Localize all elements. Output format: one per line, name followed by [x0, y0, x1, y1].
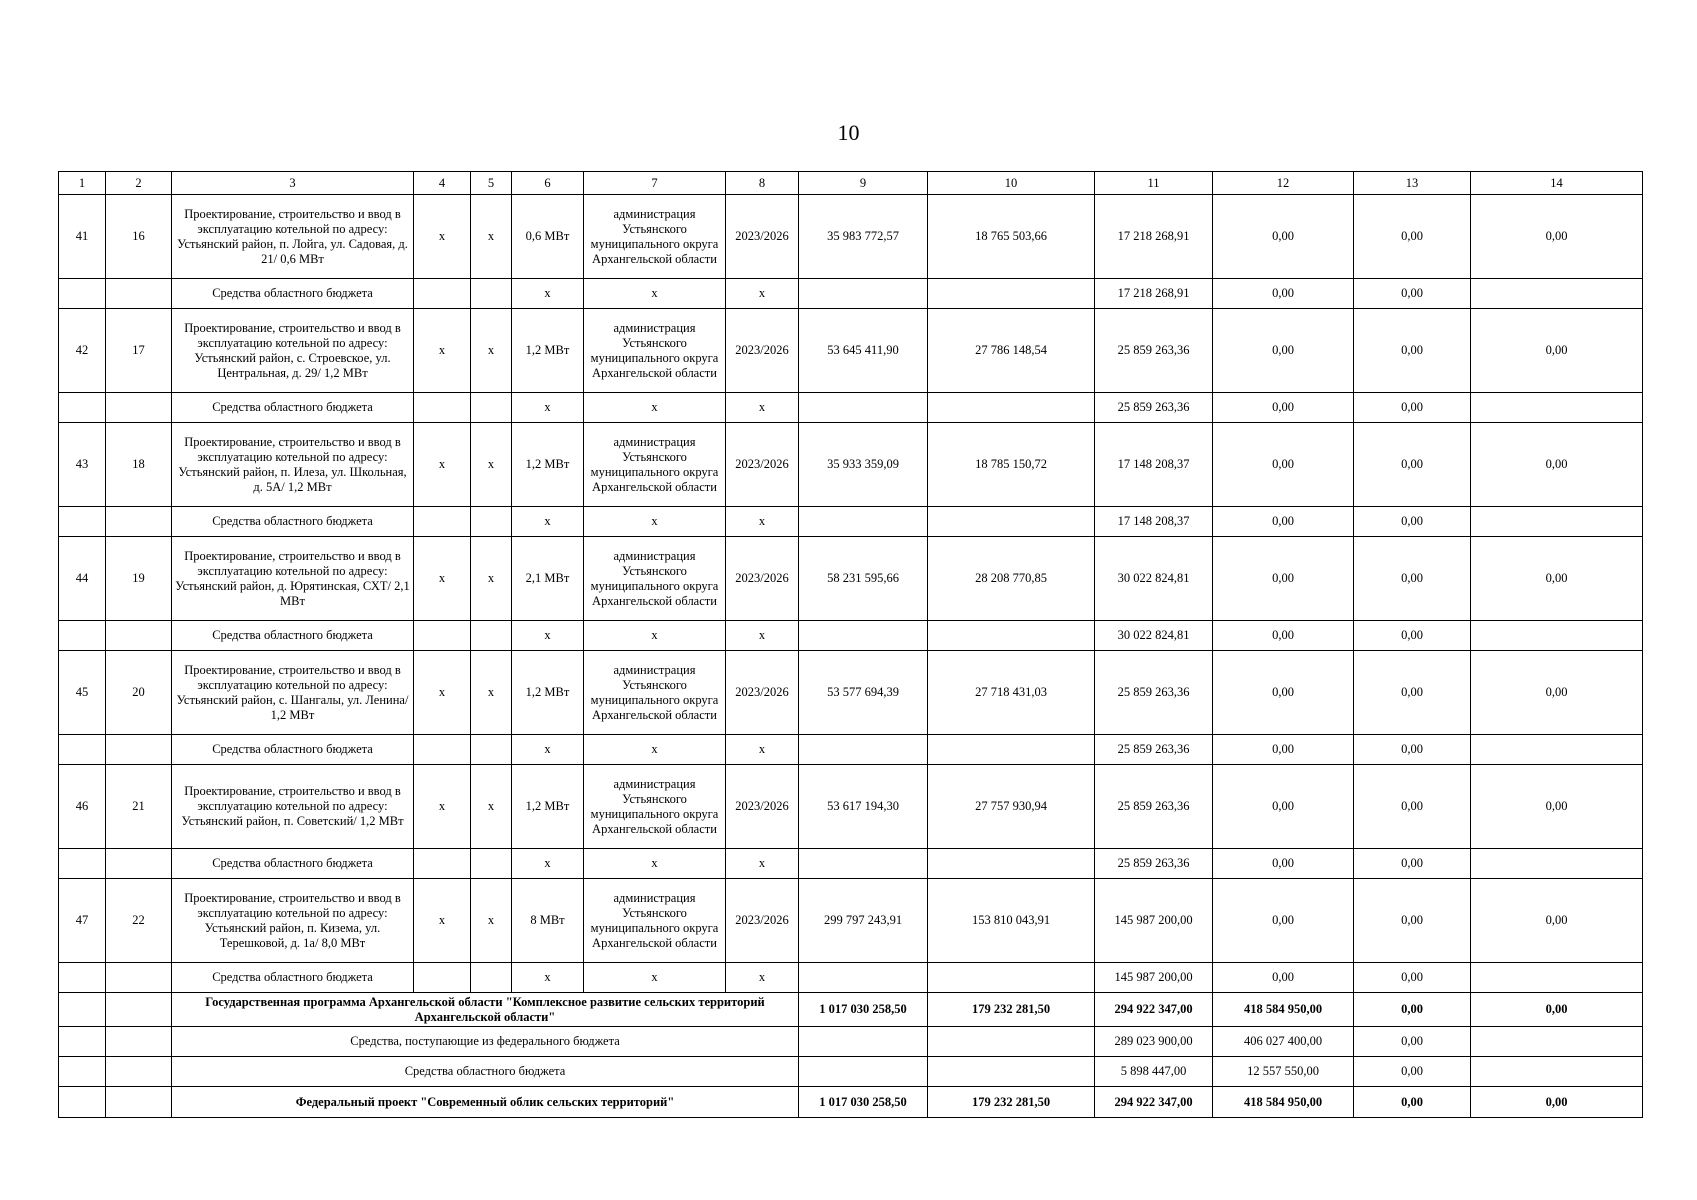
amount-col13: 0,00: [1354, 963, 1471, 993]
implementation-period: 2023/2026: [726, 537, 799, 621]
cell-col5: х: [471, 423, 512, 507]
empty-cell: [1471, 1057, 1643, 1087]
header-cell: 6: [512, 172, 584, 195]
cell-col5: х: [471, 765, 512, 849]
amount-col12: 0,00: [1213, 849, 1354, 879]
funding-source-label: Средства областного бюджета: [172, 393, 414, 423]
funding-source-label: Средства областного бюджета: [172, 735, 414, 765]
total-col12: 418 584 950,00: [1213, 1087, 1354, 1118]
empty-cell: [799, 849, 928, 879]
empty-cell: [59, 393, 106, 423]
empty-cell: [928, 963, 1095, 993]
amount-col13: 0,00: [1354, 651, 1471, 735]
empty-cell: [106, 735, 172, 765]
amount-col13: 0,00: [1354, 621, 1471, 651]
amount-col10: 153 810 043,91: [928, 879, 1095, 963]
empty-cell: [59, 1027, 106, 1057]
amount-col14: 0,00: [1471, 195, 1643, 279]
empty-cell: [471, 507, 512, 537]
empty-cell: [106, 1057, 172, 1087]
header-cell: 10: [928, 172, 1095, 195]
amount-col10: 18 765 503,66: [928, 195, 1095, 279]
table-row-regional-budget: [59, 279, 1643, 309]
implementation-period: 2023/2026: [726, 651, 799, 735]
row-number: 42: [59, 309, 106, 393]
row-number: 44: [59, 537, 106, 621]
total-col12: 418 584 950,00: [1213, 993, 1354, 1027]
table-row: [59, 195, 1643, 279]
empty-cell: [1471, 849, 1643, 879]
amount-col9: 299 797 243,91: [799, 879, 928, 963]
amount-col13: 0,00: [1354, 879, 1471, 963]
header-cell: 1: [59, 172, 106, 195]
header-cell: 11: [1095, 172, 1213, 195]
cell-col6: х: [512, 963, 584, 993]
empty-cell: [928, 507, 1095, 537]
header-row: [59, 172, 1643, 195]
empty-cell: [1471, 279, 1643, 309]
table-row: [59, 423, 1643, 507]
cell-col7: х: [584, 849, 726, 879]
funding-source-label: Средства областного бюджета: [172, 963, 414, 993]
header-cell: 2: [106, 172, 172, 195]
power-capacity: 1,2 МВт: [512, 651, 584, 735]
empty-cell: [414, 507, 471, 537]
cell-col4: х: [414, 879, 471, 963]
subrow-number: 21: [106, 765, 172, 849]
cell-col6: х: [512, 735, 584, 765]
amount-col12: 0,00: [1213, 195, 1354, 279]
amount-col13: 0,00: [1354, 1027, 1471, 1057]
responsible-organization: администрация Устьянского муниципального округа Архангельской области: [584, 537, 726, 621]
amount-col11: 17 218 268,91: [1095, 195, 1213, 279]
cell-col4: х: [414, 765, 471, 849]
cell-col8: х: [726, 507, 799, 537]
cell-col8: х: [726, 963, 799, 993]
amount-col13: 0,00: [1354, 537, 1471, 621]
responsible-organization: администрация Устьянского муниципального округа Архангельской области: [584, 651, 726, 735]
amount-col13: 0,00: [1354, 279, 1471, 309]
amount-col13: 0,00: [1354, 849, 1471, 879]
federal-funds-row: [59, 1027, 1643, 1057]
amount-col14: 0,00: [1471, 765, 1643, 849]
empty-cell: [106, 393, 172, 423]
project-description: Проектирование, строительство и ввод в эксплуатацию котельной по адресу: Устьянский район, п. Советский/ 1,2 МВт: [172, 765, 414, 849]
cell-col8: х: [726, 735, 799, 765]
amount-col11: 25 859 263,36: [1095, 735, 1213, 765]
table-row-regional-budget: [59, 393, 1643, 423]
table-row-regional-budget: [59, 507, 1643, 537]
empty-cell: [59, 735, 106, 765]
cell-col7: х: [584, 279, 726, 309]
amount-col13: 0,00: [1354, 1057, 1471, 1087]
empty-cell: [799, 1057, 928, 1087]
empty-cell: [799, 621, 928, 651]
power-capacity: 2,1 МВт: [512, 537, 584, 621]
empty-cell: [799, 1027, 928, 1057]
amount-col14: 0,00: [1471, 309, 1643, 393]
row-number: 45: [59, 651, 106, 735]
table-row-regional-budget: [59, 735, 1643, 765]
cell-col4: х: [414, 195, 471, 279]
empty-cell: [414, 963, 471, 993]
cell-col6: х: [512, 849, 584, 879]
amount-col11: 17 148 208,37: [1095, 423, 1213, 507]
empty-cell: [59, 507, 106, 537]
amount-col13: 0,00: [1354, 735, 1471, 765]
implementation-period: 2023/2026: [726, 879, 799, 963]
responsible-organization: администрация Устьянского муниципального округа Архангельской области: [584, 879, 726, 963]
empty-cell: [414, 735, 471, 765]
amount-col12: 0,00: [1213, 651, 1354, 735]
amount-col12: 0,00: [1213, 963, 1354, 993]
row-number: 43: [59, 423, 106, 507]
empty-cell: [1471, 963, 1643, 993]
table-row-regional-budget: [59, 621, 1643, 651]
empty-cell: [928, 279, 1095, 309]
project-description: Проектирование, строительство и ввод в эксплуатацию котельной по адресу: Устьянский район, п. Кизема, ул. Терешковой, д. 1а/ 8,0 МВт: [172, 879, 414, 963]
responsible-organization: администрация Устьянского муниципального округа Архангельской области: [584, 195, 726, 279]
project-description: Проектирование, строительство и ввод в эксплуатацию котельной по адресу: Устьянский район, п. Лойга, ул. Садовая, д. 21/ 0,6 МВт: [172, 195, 414, 279]
empty-cell: [471, 621, 512, 651]
row-number: 46: [59, 765, 106, 849]
subrow-number: 16: [106, 195, 172, 279]
header-cell: 5: [471, 172, 512, 195]
amount-col12: 0,00: [1213, 765, 1354, 849]
amount-col10: 27 786 148,54: [928, 309, 1095, 393]
amount-col9: 58 231 595,66: [799, 537, 928, 621]
empty-cell: [928, 1027, 1095, 1057]
cell-col8: х: [726, 279, 799, 309]
implementation-period: 2023/2026: [726, 765, 799, 849]
amount-col14: 0,00: [1471, 651, 1643, 735]
empty-cell: [106, 849, 172, 879]
cell-col8: х: [726, 849, 799, 879]
cell-col8: х: [726, 621, 799, 651]
header-cell: 14: [1471, 172, 1643, 195]
empty-cell: [106, 279, 172, 309]
funding-source-label: Средства областного бюджета: [172, 507, 414, 537]
funding-source-label: Средства областного бюджета: [172, 1057, 799, 1087]
empty-cell: [1471, 621, 1643, 651]
funding-source-label: Средства, поступающие из федерального бюджета: [172, 1027, 799, 1057]
empty-cell: [928, 1057, 1095, 1087]
amount-col14: 0,00: [1471, 879, 1643, 963]
subrow-number: 18: [106, 423, 172, 507]
federal-project-title: Федеральный проект "Современный облик сельских территорий": [172, 1087, 799, 1118]
empty-cell: [59, 963, 106, 993]
amount-col12: 0,00: [1213, 507, 1354, 537]
cell-col7: х: [584, 393, 726, 423]
amount-col11: 25 859 263,36: [1095, 651, 1213, 735]
amount-col11: 17 218 268,91: [1095, 279, 1213, 309]
amount-col13: 0,00: [1354, 765, 1471, 849]
amount-col13: 0,00: [1354, 393, 1471, 423]
cell-col4: х: [414, 537, 471, 621]
amount-col10: 28 208 770,85: [928, 537, 1095, 621]
cell-col4: х: [414, 309, 471, 393]
cell-col7: х: [584, 621, 726, 651]
amount-col12: 406 027 400,00: [1213, 1027, 1354, 1057]
implementation-period: 2023/2026: [726, 309, 799, 393]
empty-cell: [59, 849, 106, 879]
amount-col12: 0,00: [1213, 879, 1354, 963]
header-cell: 4: [414, 172, 471, 195]
empty-cell: [799, 279, 928, 309]
amount-col10: 27 718 431,03: [928, 651, 1095, 735]
total-col10: 179 232 281,50: [928, 1087, 1095, 1118]
empty-cell: [59, 1057, 106, 1087]
total-col13: 0,00: [1354, 993, 1471, 1027]
empty-cell: [799, 735, 928, 765]
federal-project-row: [59, 1087, 1643, 1118]
empty-cell: [414, 279, 471, 309]
amount-col9: 35 983 772,57: [799, 195, 928, 279]
empty-cell: [1471, 393, 1643, 423]
table-row: [59, 879, 1643, 963]
amount-col12: 0,00: [1213, 537, 1354, 621]
cell-col8: х: [726, 393, 799, 423]
amount-col13: 0,00: [1354, 195, 1471, 279]
total-col10: 179 232 281,50: [928, 993, 1095, 1027]
empty-cell: [59, 621, 106, 651]
cell-col5: х: [471, 537, 512, 621]
empty-cell: [471, 849, 512, 879]
cell-col7: х: [584, 735, 726, 765]
page-number: 10: [837, 120, 860, 145]
empty-cell: [928, 393, 1095, 423]
project-description: Проектирование, строительство и ввод в эксплуатацию котельной по адресу: Устьянский район, с. Шангалы, ул. Ленина/ 1,2 МВт: [172, 651, 414, 735]
amount-col9: 53 577 694,39: [799, 651, 928, 735]
total-col14: 0,00: [1471, 1087, 1643, 1118]
responsible-organization: администрация Устьянского муниципального округа Архангельской области: [584, 309, 726, 393]
cell-col5: х: [471, 195, 512, 279]
empty-cell: [106, 1087, 172, 1118]
project-description: Проектирование, строительство и ввод в эксплуатацию котельной по адресу: Устьянский район, д. Юрятинская, СХТ/ 2,1 МВт: [172, 537, 414, 621]
empty-cell: [1471, 507, 1643, 537]
program-title: Государственная программа Архангельской области "Комплексное развитие сельских территорий Архангельской области": [172, 993, 799, 1027]
amount-col11: 5 898 447,00: [1095, 1057, 1213, 1087]
amount-col12: 12 557 550,00: [1213, 1057, 1354, 1087]
power-capacity: 8 МВт: [512, 879, 584, 963]
header-cell: 13: [1354, 172, 1471, 195]
table-row: [59, 651, 1643, 735]
empty-cell: [1471, 735, 1643, 765]
cell-col7: х: [584, 963, 726, 993]
empty-cell: [471, 393, 512, 423]
amount-col11: 25 859 263,36: [1095, 765, 1213, 849]
power-capacity: 1,2 МВт: [512, 765, 584, 849]
amount-col11: 25 859 263,36: [1095, 309, 1213, 393]
header-cell: 7: [584, 172, 726, 195]
cell-col6: х: [512, 621, 584, 651]
empty-cell: [106, 993, 172, 1027]
empty-cell: [106, 507, 172, 537]
cell-col6: х: [512, 279, 584, 309]
amount-col11: 289 023 900,00: [1095, 1027, 1213, 1057]
empty-cell: [1471, 1027, 1643, 1057]
header-cell: 12: [1213, 172, 1354, 195]
cell-col5: х: [471, 651, 512, 735]
empty-cell: [59, 279, 106, 309]
empty-cell: [928, 621, 1095, 651]
subrow-number: 17: [106, 309, 172, 393]
header-cell: 8: [726, 172, 799, 195]
total-col9: 1 017 030 258,50: [799, 993, 928, 1027]
amount-col11: 145 987 200,00: [1095, 879, 1213, 963]
amount-col12: 0,00: [1213, 309, 1354, 393]
amount-col11: 17 148 208,37: [1095, 507, 1213, 537]
program-total-row: [59, 993, 1643, 1027]
implementation-period: 2023/2026: [726, 423, 799, 507]
table-row-regional-budget: [59, 963, 1643, 993]
amount-col11: 145 987 200,00: [1095, 963, 1213, 993]
power-capacity: 0,6 МВт: [512, 195, 584, 279]
cell-col4: х: [414, 651, 471, 735]
table-row: [59, 309, 1643, 393]
funding-source-label: Средства областного бюджета: [172, 279, 414, 309]
cell-col4: х: [414, 423, 471, 507]
amount-col12: 0,00: [1213, 735, 1354, 765]
empty-cell: [106, 1027, 172, 1057]
amount-col13: 0,00: [1354, 423, 1471, 507]
empty-cell: [414, 621, 471, 651]
empty-cell: [414, 393, 471, 423]
subrow-number: 20: [106, 651, 172, 735]
cell-col6: х: [512, 393, 584, 423]
total-col9: 1 017 030 258,50: [799, 1087, 928, 1118]
amount-col12: 0,00: [1213, 423, 1354, 507]
funding-source-label: Средства областного бюджета: [172, 849, 414, 879]
table-row: [59, 537, 1643, 621]
empty-cell: [414, 849, 471, 879]
subrow-number: 22: [106, 879, 172, 963]
project-description: Проектирование, строительство и ввод в эксплуатацию котельной по адресу: Устьянский район, п. Илеза, ул. Школьная, д. 5А/ 1,2 МВт: [172, 423, 414, 507]
total-col11: 294 922 347,00: [1095, 993, 1213, 1027]
table-row-regional-budget: [59, 849, 1643, 879]
total-col11: 294 922 347,00: [1095, 1087, 1213, 1118]
project-description: Проектирование, строительство и ввод в эксплуатацию котельной по адресу: Устьянский район, с. Строевское, ул. Центральная, д. 29/ 1,2 МВт: [172, 309, 414, 393]
amount-col11: 30 022 824,81: [1095, 621, 1213, 651]
cell-col5: х: [471, 309, 512, 393]
empty-cell: [799, 393, 928, 423]
total-col14: 0,00: [1471, 993, 1643, 1027]
responsible-organization: администрация Устьянского муниципального округа Архангельской области: [584, 765, 726, 849]
empty-cell: [799, 507, 928, 537]
empty-cell: [799, 963, 928, 993]
cell-col6: х: [512, 507, 584, 537]
header-cell: 9: [799, 172, 928, 195]
amount-col11: 30 022 824,81: [1095, 537, 1213, 621]
empty-cell: [928, 735, 1095, 765]
funding-source-label: Средства областного бюджета: [172, 621, 414, 651]
amount-col14: 0,00: [1471, 537, 1643, 621]
empty-cell: [471, 735, 512, 765]
empty-cell: [59, 1087, 106, 1118]
cell-col7: х: [584, 507, 726, 537]
amount-col9: 53 645 411,90: [799, 309, 928, 393]
row-number: 47: [59, 879, 106, 963]
amount-col12: 0,00: [1213, 621, 1354, 651]
empty-cell: [471, 963, 512, 993]
empty-cell: [106, 621, 172, 651]
amount-col13: 0,00: [1354, 507, 1471, 537]
empty-cell: [106, 963, 172, 993]
amount-col10: 27 757 930,94: [928, 765, 1095, 849]
amount-col12: 0,00: [1213, 279, 1354, 309]
amount-col11: 25 859 263,36: [1095, 393, 1213, 423]
regional-funds-row: [59, 1057, 1643, 1087]
amount-col11: 25 859 263,36: [1095, 849, 1213, 879]
amount-col9: 35 933 359,09: [799, 423, 928, 507]
cell-col5: х: [471, 879, 512, 963]
row-number: 41: [59, 195, 106, 279]
budget-table: [58, 171, 1643, 1118]
amount-col13: 0,00: [1354, 309, 1471, 393]
implementation-period: 2023/2026: [726, 195, 799, 279]
responsible-organization: администрация Устьянского муниципального округа Архангельской области: [584, 423, 726, 507]
empty-cell: [928, 849, 1095, 879]
amount-col10: 18 785 150,72: [928, 423, 1095, 507]
empty-cell: [59, 993, 106, 1027]
header-cell: 3: [172, 172, 414, 195]
amount-col12: 0,00: [1213, 393, 1354, 423]
power-capacity: 1,2 МВт: [512, 423, 584, 507]
total-col13: 0,00: [1354, 1087, 1471, 1118]
amount-col14: 0,00: [1471, 423, 1643, 507]
power-capacity: 1,2 МВт: [512, 309, 584, 393]
table-row: [59, 765, 1643, 849]
amount-col9: 53 617 194,30: [799, 765, 928, 849]
empty-cell: [471, 279, 512, 309]
subrow-number: 19: [106, 537, 172, 621]
